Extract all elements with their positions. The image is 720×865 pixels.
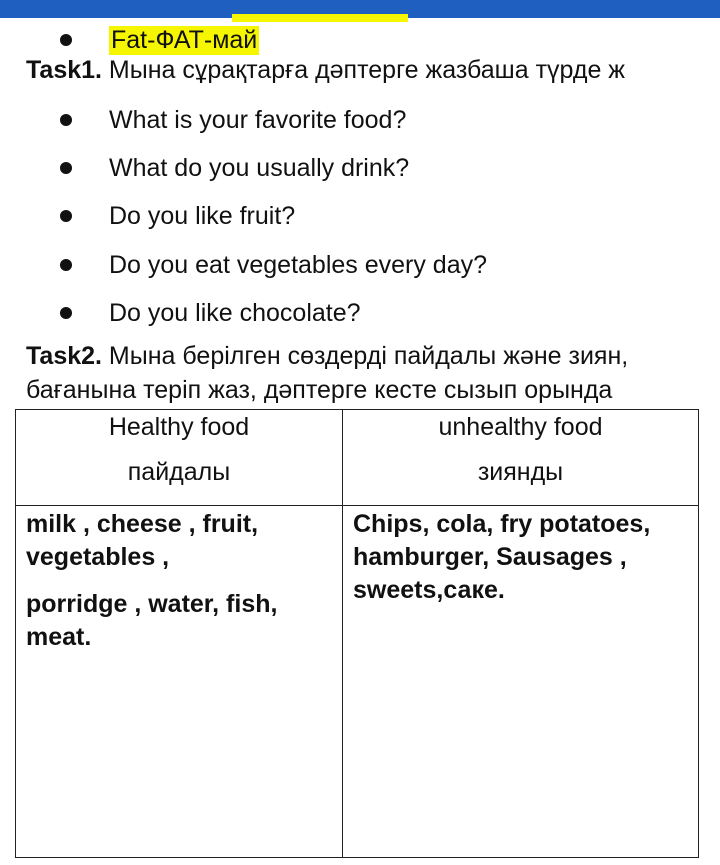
bullet-icon bbox=[60, 210, 72, 222]
list-item bbox=[60, 152, 409, 184]
question-text: What do you usually drink? bbox=[109, 153, 410, 182]
header-unhealthy-kz: зиянды bbox=[477, 458, 564, 486]
bullet-icon bbox=[60, 259, 72, 271]
list-item bbox=[60, 249, 487, 281]
bullet-icon bbox=[60, 307, 72, 319]
question-text: Do you like chocolate? bbox=[109, 298, 361, 327]
bullet-icon bbox=[60, 114, 72, 126]
header-healthy-en: Healthy food bbox=[108, 413, 250, 441]
task2-heading bbox=[26, 342, 720, 371]
task1-heading bbox=[26, 56, 720, 85]
header-healthy-kz: пайдалы bbox=[127, 458, 231, 486]
task2-heading-line2: бағанына теріп жаз, дәптерге кесте сызып орында bbox=[26, 376, 613, 404]
task1-text: Мына сұрақтарға дәптерге жазбаша түрде ж bbox=[101, 56, 626, 84]
bullet-icon bbox=[60, 162, 72, 174]
healthy-cell bbox=[16, 506, 343, 858]
question-text: What is your favorite food? bbox=[109, 105, 407, 134]
header-unhealthy-en: unhealthy food bbox=[438, 413, 603, 441]
unhealthy-cell bbox=[343, 506, 699, 858]
task2-label: Task2. bbox=[26, 342, 102, 370]
healthy-items-1: milk , cheese , fruit, vegetables , bbox=[26, 510, 259, 571]
question-text: Do you like fruit? bbox=[109, 201, 296, 230]
vocab-item: Fat-ФАТ-май bbox=[111, 25, 258, 54]
list-item bbox=[60, 24, 259, 56]
task1-label: Task1. bbox=[26, 56, 102, 84]
header-healthy bbox=[16, 410, 343, 506]
table-header-row bbox=[16, 410, 699, 506]
highlight-fragment bbox=[232, 14, 408, 22]
list-item bbox=[60, 200, 295, 232]
list-item bbox=[60, 297, 361, 329]
question-text: Do you eat vegetables every day? bbox=[109, 250, 488, 279]
bullet-icon bbox=[60, 34, 72, 46]
food-table bbox=[15, 409, 699, 858]
healthy-items-2: porridge , water, fish, meat. bbox=[26, 590, 278, 651]
list-item bbox=[60, 104, 406, 136]
task2-text: Мына берілген сөздерді пайдалы және зиян, bbox=[101, 342, 629, 370]
unhealthy-items: Chips, cola, fry potatoes, hamburger, Sausages , sweets,саке. bbox=[353, 510, 651, 604]
header-unhealthy bbox=[343, 410, 699, 506]
table-row bbox=[16, 506, 699, 858]
